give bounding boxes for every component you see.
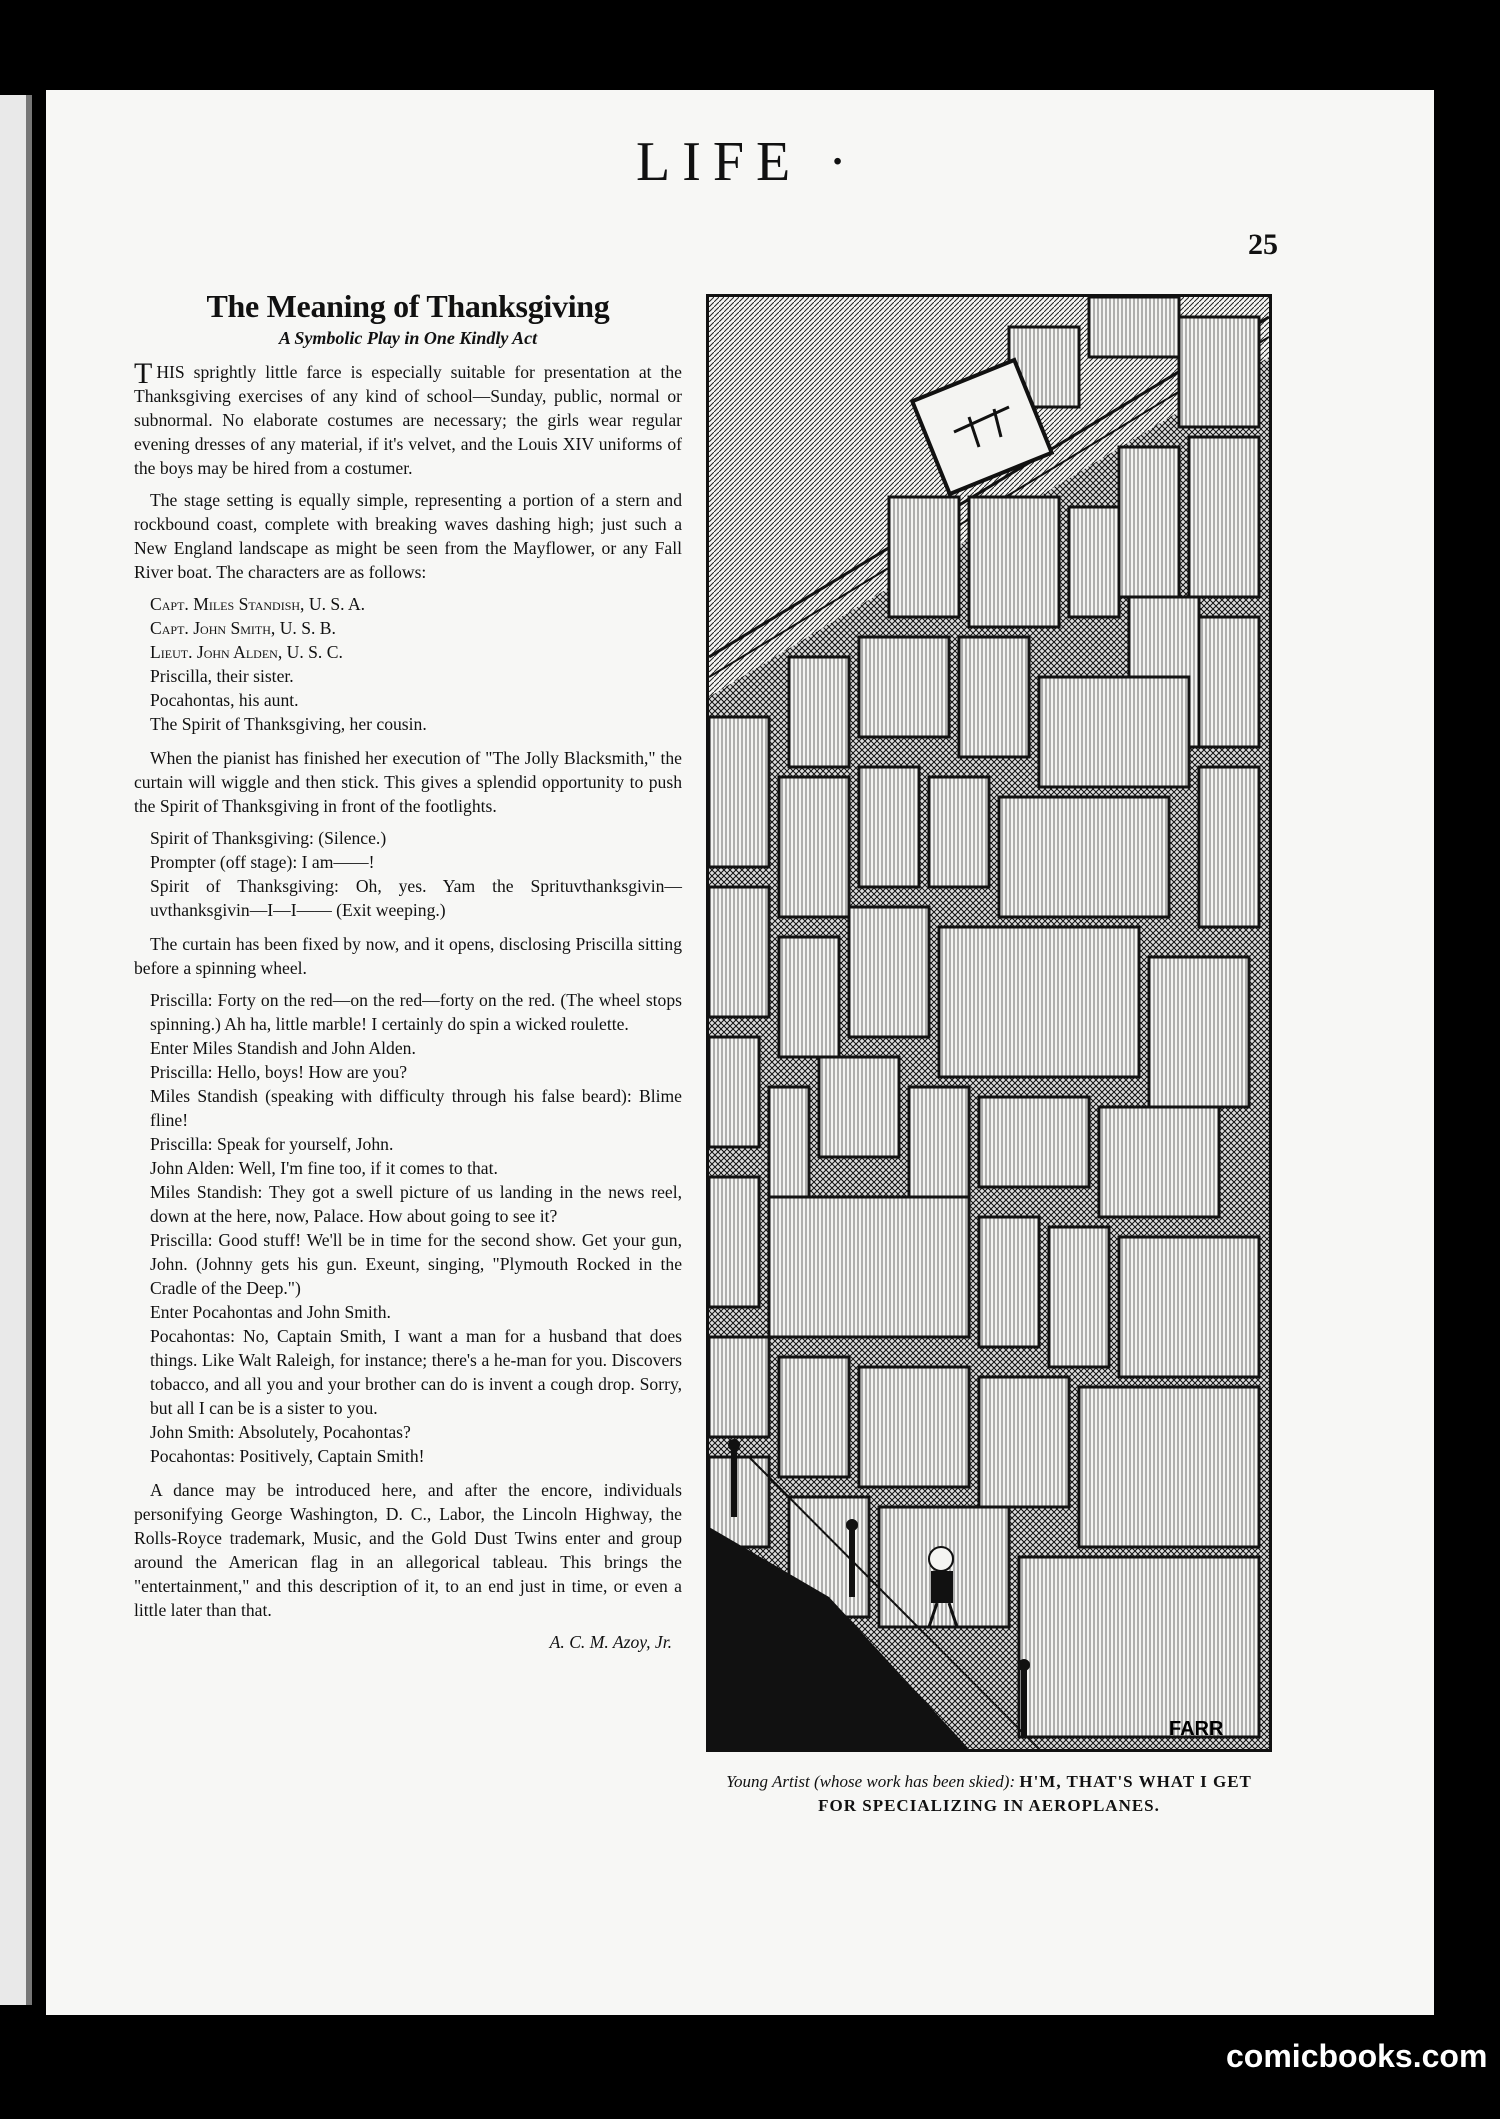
cast-list (150, 592, 682, 736)
picture-frame (819, 1057, 899, 1157)
gallery-cartoon (706, 294, 1272, 1752)
picture-frame (1069, 507, 1119, 617)
cast-item: Priscilla, their sister. (150, 666, 294, 686)
picture-frame (979, 1217, 1039, 1347)
dialog-line: Priscilla: Forty on the red—on the red—forty on the red. (The wheel stops spinning.) Ah ha, little marble! I certainly do spin a wicked roulette. (150, 990, 682, 1034)
dialog-line: John Alden: Well, I'm fine too, if it comes to that. (150, 1158, 498, 1178)
picture-frame (1179, 317, 1259, 427)
picture-frame (979, 1377, 1069, 1507)
picture-frame (789, 657, 849, 767)
dialog-block-2 (134, 988, 682, 1468)
picture-frame (769, 1087, 809, 1197)
dialog-block-1 (134, 826, 682, 922)
picture-frame (779, 937, 839, 1057)
picture-frame (889, 497, 959, 617)
picture-frame (1019, 1557, 1259, 1737)
artist-signature: FARR (1169, 1718, 1224, 1740)
curtain-paragraph: The curtain has been fixed by now, and it opens, disclosing Priscilla sitting before a spinning wheel. (134, 934, 682, 978)
picture-frame (1089, 297, 1179, 357)
cast-item: Capt. Miles Standish, U. S. A. (150, 594, 366, 614)
picture-frame (859, 637, 949, 737)
dialog-line: John Smith: Absolutely, Pocahontas? (150, 1422, 411, 1442)
cartoon-caption (706, 1770, 1272, 1818)
picture-frame (939, 927, 1139, 1077)
picture-frame (1199, 767, 1259, 927)
masthead: LIFE · (636, 131, 859, 193)
picture-frame (1039, 677, 1189, 787)
picture-frame (959, 637, 1029, 757)
picture-frame (709, 1337, 769, 1437)
picture-frame (709, 1177, 759, 1307)
picture-frame (1199, 617, 1259, 747)
picture-frame (859, 1367, 969, 1487)
drop-cap: T (134, 357, 153, 390)
intro-text: HIS sprightly little farce is especially suitable for presentation at the Thanksgiving exercises of any kind of school—Sunday, public, normal or subnormal. No elaborate costumes are necessary; the girls wear regular evening dresses of any material, if it's velvet, and the Louis XIV uniforms of the boys may be hired from a costumer. (134, 362, 682, 478)
dialog-line: Miles Standish (speaking with difficulty through his false beard): Blime fline! (150, 1086, 682, 1130)
pianist-paragraph: When the pianist has finished her execution of "The Jolly Blacksmith," the curtain will wiggle and then stick. This gives a splendid opportunity to push the Spirit of Thanksgiving in front of the footlights. (134, 748, 682, 816)
picture-frame (1149, 957, 1249, 1107)
picture-frame (1079, 1387, 1259, 1547)
dialog-line: Miles Standish: They got a swell picture of us landing in the news reel, down at the here, now, Palace. How about going to see it? (150, 1182, 682, 1226)
picture-frame (909, 1087, 969, 1207)
intro-paragraph (134, 357, 682, 480)
site-watermark: comicbooks.com (1226, 2038, 1488, 2074)
picture-frame (779, 1357, 849, 1477)
page-number: 25 (1248, 228, 1278, 261)
dialog-line: Prompter (off stage): I am——! (150, 852, 375, 872)
dialog-line: Pocahontas: No, Captain Smith, I want a man for a husband that does things. Like Walt Raleigh, for instance; there's a he-man for you. Discovers tobacco, and all you and your brother can do is invent a cough drop. Sorry, but all I can be is a sister to you. (150, 1326, 682, 1418)
picture-frame (969, 497, 1059, 627)
caption-quote: H'M, THAT'S WHAT I GET FOR SPECIALIZING IN AEROPLANES. (818, 1772, 1252, 1815)
dialog-line: Spirit of Thanksgiving: (Silence.) (150, 828, 387, 848)
caption-speaker: Young Artist (whose work has been skied): (726, 1772, 1016, 1791)
picture-frame (1119, 447, 1179, 597)
picture-frame (1119, 1237, 1259, 1377)
dance-paragraph: A dance may be introduced here, and after the encore, individuals personifying George Washington, D. C., Labor, the Lincoln Highway, the Rolls-Royce trademark, Music, and the Gold Dust Twins enter and group around the American flag in an allegorical tableau. This brings the "entertainment," and this description of it, to an end just in time, or even a little later than that. (134, 1480, 682, 1620)
picture-frame (1099, 1107, 1219, 1217)
dialog-line: Priscilla: Hello, boys! How are you? (150, 1062, 408, 1082)
picture-frame (1189, 437, 1259, 597)
picture-frame (849, 907, 929, 1037)
cast-item: The Spirit of Thanksgiving, her cousin. (150, 714, 427, 734)
cast-item: Lieut. John Alden, U. S. C. (150, 642, 343, 662)
author-signature: A. C. M. Azoy, Jr. (549, 1632, 672, 1652)
picture-frame (1049, 1227, 1109, 1367)
picture-frame (769, 1197, 969, 1337)
picture-frame (709, 1037, 759, 1147)
cast-item: Pocahontas, his aunt. (150, 690, 299, 710)
dialog-line: Priscilla: Good stuff! We'll be in time for the second show. Get your gun, John. (Johnny gets his gun. Exeunt, singing, "Plymouth Rocked in the Cradle of the Deep.") (150, 1230, 682, 1298)
picture-frame (779, 777, 849, 917)
picture-frame (979, 1097, 1089, 1187)
dialog-line: Enter Miles Standish and John Alden. (150, 1038, 416, 1058)
previous-page-edge (0, 95, 32, 2005)
cast-item: Capt. John Smith, U. S. B. (150, 618, 336, 638)
cartoon-illustration (709, 297, 1269, 1749)
picture-frame (999, 797, 1169, 917)
dialog-line: Enter Pocahontas and John Smith. (150, 1302, 391, 1322)
dialog-line: Priscilla: Speak for yourself, John. (150, 1134, 394, 1154)
dialog-line: Pocahontas: Positively, Captain Smith! (150, 1446, 425, 1466)
article-column (134, 286, 682, 1654)
picture-frame (929, 777, 989, 887)
setting-paragraph: The stage setting is equally simple, representing a portion of a stern and rockbound coast, complete with breaking waves dashing high; just such a New England landscape as might be seen from the Mayflower, or any Fall River boat. The characters are as follows: (134, 490, 682, 582)
dialog-line: Spirit of Thanksgiving: Oh, yes. Yam the Sprituvthanksgivin—uvthanksgivin—I—I—— (Exit weeping.) (150, 876, 682, 920)
picture-frame (709, 717, 769, 867)
picture-frame (859, 767, 919, 887)
picture-frame (709, 887, 769, 1017)
article-title: The Meaning of Thanksgiving (206, 288, 610, 324)
article-subtitle: A Symbolic Play in One Kindly Act (278, 328, 538, 348)
